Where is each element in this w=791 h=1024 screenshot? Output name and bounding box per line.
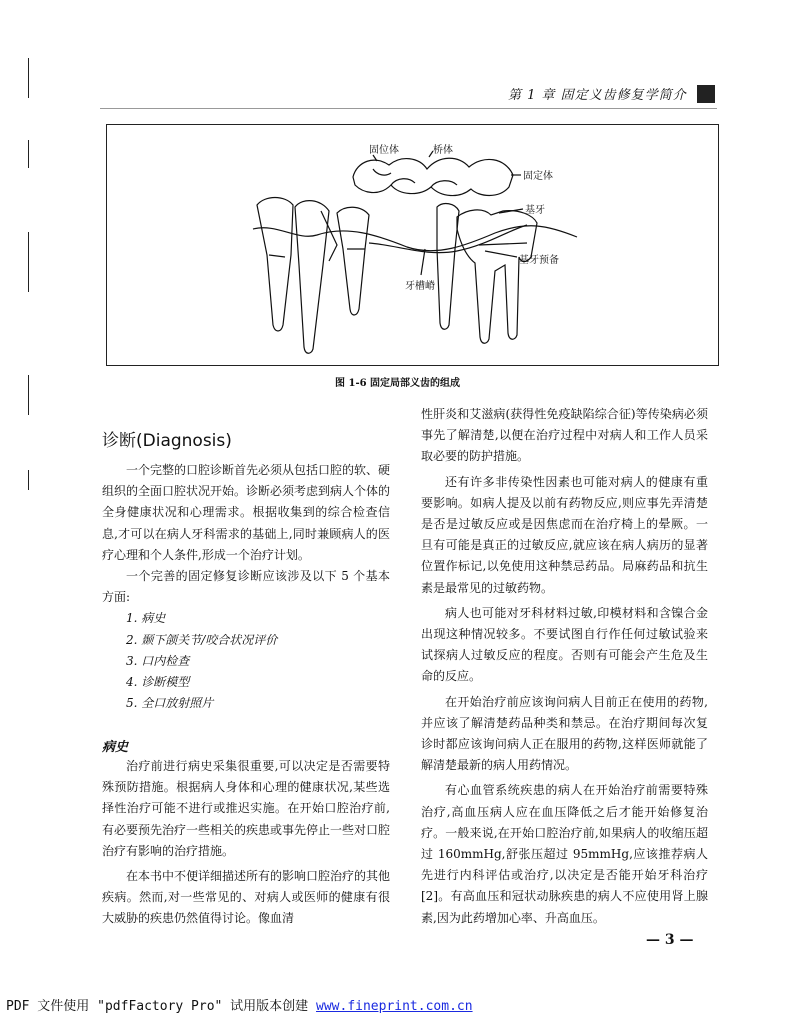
diagnosis-list [102,608,390,714]
left-column [102,460,390,714]
paragraph: 治疗前进行病史采集很重要,可以决定是否需要特殊预防措施。根据病人身体和心理的健康状况,某些选择性治疗可能不进行或推迟实施。在开始口腔治疗前,有必要预先治疗一些相关的疾患或事先停止一些对口腔治疗有影响的治疗措施。 [102,759,391,858]
paragraph: 性肝炎和艾滋病(获得性免疫缺陷综合征)等传染病必须事先了解清楚,以便在治疗过程中对病人和工作人员采取必要的防护措施。 [421,407,708,464]
left-column-lower [102,756,390,930]
list-item: 5. 全口放射照片 [126,696,214,711]
label-ridge: 牙槽嵴 [405,281,435,292]
list-item: 1. 病史 [126,611,166,626]
figure-frame [106,124,719,366]
paragraph: 病人也可能对牙科材料过敏,印模材料和含镍合金出现这种情况较多。不要试图自行作任何过敏试验来试探病人过敏反应的程度。否则有可能会产生危及生命的反应。 [421,605,708,684]
list-item: 2. 颞下颌关节/咬合状况评价 [126,632,278,647]
footer-text: PDF 文件使用 "pdfFactory Pro" 试用版本创建 [6,999,317,1014]
figure-caption: 图 1-6 固定局部义齿的组成 [335,378,461,389]
scan-artifact [28,470,29,490]
scan-artifact [28,232,29,292]
scan-artifact [28,140,29,168]
paragraph: 在本书中不便详细描述所有的影响口腔治疗的其他疾病。然而,对一些常见的、对病人或医师的健康有很大威胁的疾患仍然值得讨论。像血清 [102,869,391,926]
label-retainer: 固位体 [369,145,399,156]
header-rule [100,108,717,109]
paragraph: 一个完整的口腔诊断首先必须从包括口腔的软、硬组织的全面口腔状况开始。诊断必须考虑到病人个体的全身健康状况和心理需求。根据收集到的综合检查信息,才可以在病人牙科需求的基础上,同时兼顾病人的医疗心理和个人条件,形成一个治疗计划。 [102,463,391,562]
pdf-footer [6,995,473,1014]
paragraph: 还有许多非传染性因素也可能对病人的健康有重要影响。如病人提及以前有药物反应,则应事先弄清楚是否是过敏反应或是因焦虑而在治疗椅上的晕厥。一旦有可能是真正的过敏反应,就应该在病人病历的显著位置作标记,以免使用这种禁忌药品。局麻药品和抗生素是最常见的过敏药物。 [421,474,708,595]
chapter-marker [697,85,715,103]
running-header: 第 1 章 固定义齿修复学简介 [508,88,687,103]
subsection-title: 病史 [102,740,129,755]
label-abutment: 基牙 [525,205,545,216]
paragraph: 一个完善的固定修复诊断应该涉及以下 5 个基本方面: [102,569,390,605]
paragraph: 有心血管系统疾患的病人在开始治疗前需要特殊治疗,高血压病人应在血压降低之后才能开始修复治疗。一般来说,在开始口腔治疗前,如果病人的收缩压超过 160mmHg,舒张压超过 95mmHg,应该推荐病人先进行内科评估或治疗,以决定是否能开始牙科治疗[2]。有高血压和冠状动脉疾患的病人不应使用肾上腺素,因为此药增加心率、升高血压。 [421,783,708,925]
right-column [421,404,708,929]
scan-artifact [28,375,29,415]
section-title: 诊断(Diagnosis) [102,431,232,451]
page-number: — 3 — [646,932,694,948]
scan-artifact [28,58,29,98]
label-connector: 固定体 [523,171,553,182]
footer-link[interactable]: www.fineprint.com.cn [316,999,473,1014]
dental-bridge-illustration [107,125,718,365]
label-pontic: 桥体 [433,145,453,156]
list-item: 4. 诊断模型 [126,675,190,690]
paragraph: 在开始治疗前应该询问病人目前正在使用的药物,并应该了解清楚药品种类和禁忌。在治疗期间每次复诊时都应该询问病人正在服用的药物,这样医师就能了解清楚最新的病人用药情况。 [421,694,708,773]
list-item: 3. 口内检查 [126,653,190,668]
label-abutment-prep: 基牙预备 [519,255,559,266]
